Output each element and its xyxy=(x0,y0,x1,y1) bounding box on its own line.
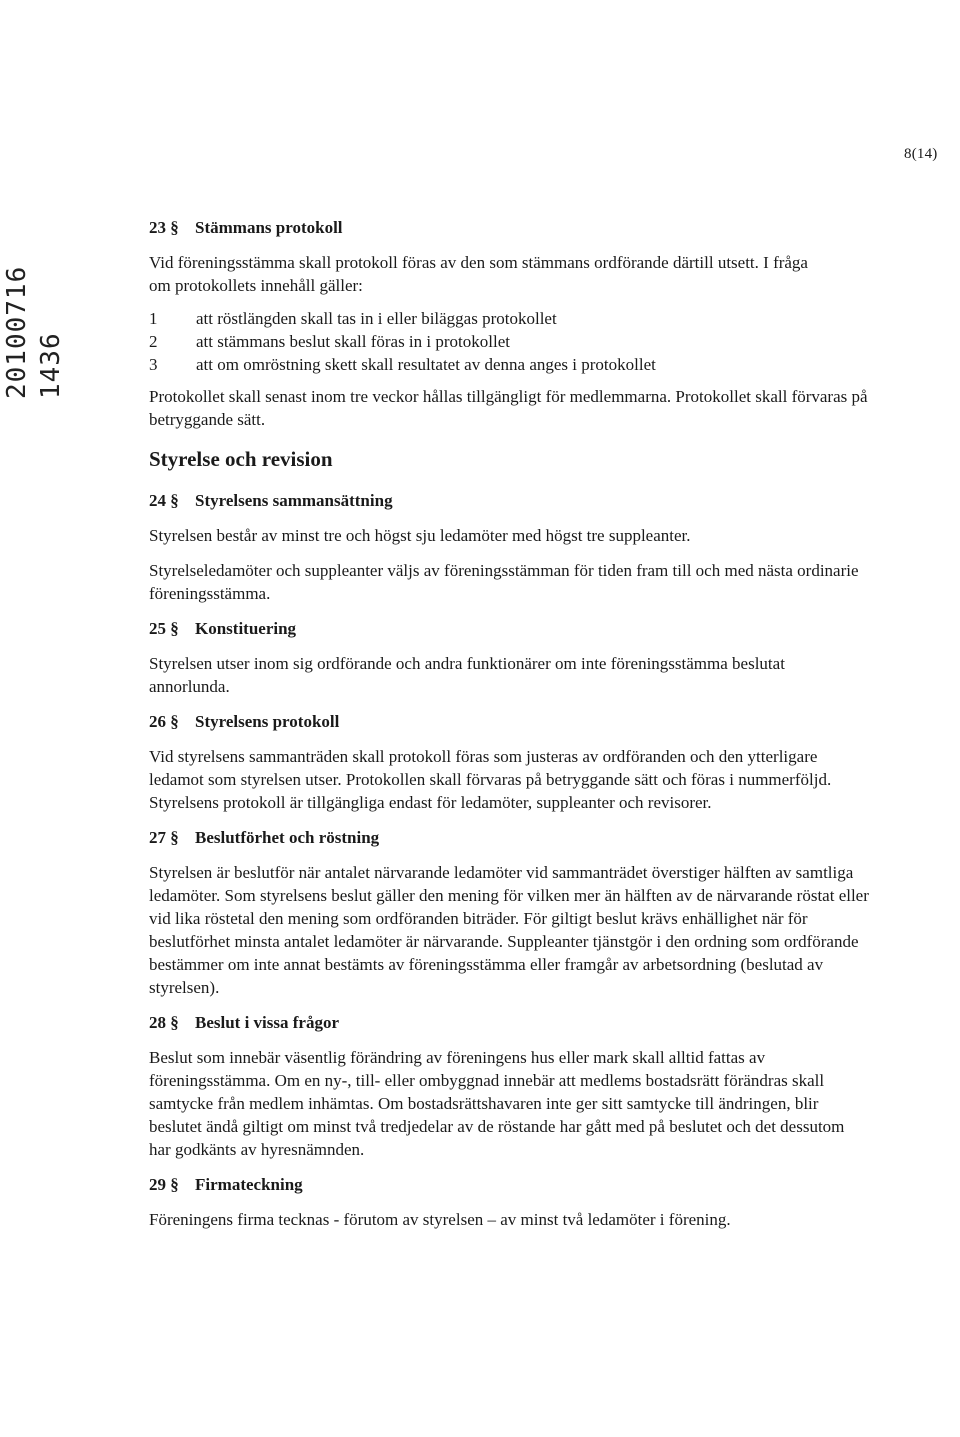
section-25-heading xyxy=(149,617,869,640)
section-23-outro: Protokollet skall senast inom tre veckor hållas tillgängligt för medlemmarna. Protokollet skall förvaras på betryggande sätt. xyxy=(149,387,868,429)
list-item-number: 2 xyxy=(149,332,158,351)
section-28-heading xyxy=(149,1011,869,1034)
section-number: 23 § xyxy=(149,218,179,237)
list-item xyxy=(149,330,869,353)
section-24-paragraph: Styrelseledamöter och suppleanter väljs av föreningsstämman för tiden fram till och med nästa ordinarie föreningsstämma. xyxy=(149,561,859,603)
list-item-text: att röstlängden skall tas in i eller biläggas protokollet xyxy=(196,309,557,328)
list-item-number: 1 xyxy=(149,309,158,328)
section-number: 25 § xyxy=(149,619,179,638)
section-title: Konstituering xyxy=(195,619,297,638)
section-number: 28 § xyxy=(149,1013,179,1032)
section-29-heading xyxy=(149,1173,869,1196)
section-title: Firmateckning xyxy=(195,1175,303,1194)
section-number: 29 § xyxy=(149,1175,179,1194)
document-body xyxy=(149,216,869,1231)
section-number: 24 § xyxy=(149,491,179,510)
list-item-text: att om omröstning skett skall resultatet av denna anges i protokollet xyxy=(196,355,656,374)
chapter-title: Styrelse och revision xyxy=(149,447,333,471)
section-title: Beslutförhet och röstning xyxy=(195,828,380,847)
protocol-content-list xyxy=(149,307,869,376)
section-23-intro: Vid föreningsstämma skall protokoll föras av den som stämmans ordförande därtill utsett. I fråga om protokollets innehåll gäller: xyxy=(149,253,808,295)
section-title: Styrelsens sammansättning xyxy=(195,491,393,510)
section-24-paragraph: Styrelsen består av minst tre och högst sju ledamöter med högst tre suppleanter. xyxy=(149,526,691,545)
list-item xyxy=(149,353,869,376)
section-number: 27 § xyxy=(149,828,179,847)
section-title: Beslut i vissa frågor xyxy=(195,1013,340,1032)
section-28-paragraph: Beslut som innebär väsentlig förändring av föreningens hus eller mark skall alltid fattas av föreningsstämma. Om en ny-, till- eller ombyggnad innebär att medlems bostadsrätt förändras skall samtycke från medlem inhämtas. Om bostadsrättshavaren inte ger sitt samtycke till ändringen, blir beslutet ändå giltigt om minst två tredjedelar av de röstande har gått med på beslutet och det dessutom har godkänts av hyresnämnden. xyxy=(149,1048,845,1159)
section-26-paragraph: Vid styrelsens sammanträden skall protokoll föras som justeras av ordföranden och den ytterligare ledamot som styrelsen utser. Protokollen skall förvaras på betryggande sätt och föras i nummerföljd. Styrelsens protokoll är tillgängliga endast för ledamöter, suppleanter och revisorer. xyxy=(149,747,832,812)
document-id-stamp: 20100716 1436 xyxy=(2,265,66,399)
section-title: Styrelsens protokoll xyxy=(195,712,340,731)
section-23-heading xyxy=(149,216,869,239)
section-29-paragraph: Föreningens firma tecknas - förutom av styrelsen – av minst två ledamöter i förening. xyxy=(149,1210,731,1229)
section-25-paragraph: Styrelsen utser inom sig ordförande och andra funktionärer om inte föreningsstämma beslutat annorlunda. xyxy=(149,654,785,696)
list-item-text: att stämmans beslut skall föras in i protokollet xyxy=(196,332,510,351)
section-number: 26 § xyxy=(149,712,179,731)
section-title: Stämmans protokoll xyxy=(195,218,343,237)
section-27-paragraph: Styrelsen är beslutför när antalet närvarande ledamöter vid sammanträdet överstiger hälften av samtliga ledamöter. Som styrelsens beslut gäller den mening för vilken mer än hälften av de närvarande röstat eller vid lika röstetal den mening som ordföranden biträder. För giltigt beslut krävs enhällighet när för beslutförhet minsta antalet ledamöter är närvarande. Suppleanter tjänstgör i den ordning som ordförande bestämmer om inte annat bestämts av föreningsstämma eller framgår av arbetsordning (beslutad av styrelsen). xyxy=(149,863,869,997)
section-24-heading xyxy=(149,489,869,512)
section-26-heading xyxy=(149,710,869,733)
section-27-heading xyxy=(149,826,869,849)
page-number: 8(14) xyxy=(904,146,938,162)
list-item xyxy=(149,307,869,330)
list-item-number: 3 xyxy=(149,355,158,374)
